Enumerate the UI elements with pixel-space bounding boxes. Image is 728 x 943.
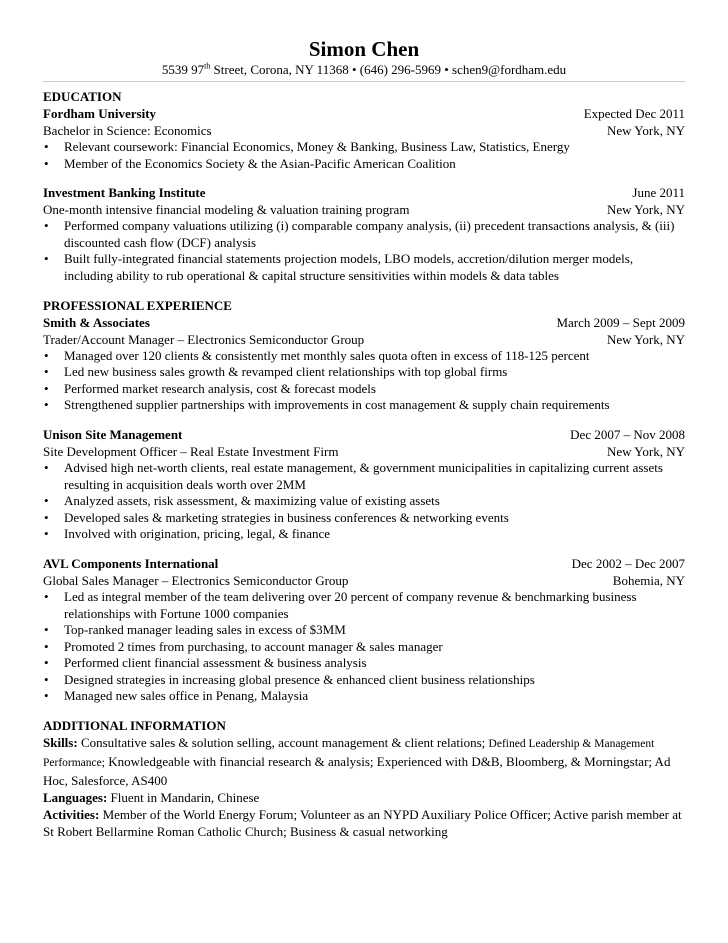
entry-role-row <box>43 331 685 348</box>
skills-paragraph <box>43 734 685 789</box>
bullet-item: • Developed sales & marketing strategies in business conferences & networking events <box>43 510 685 527</box>
entry-location: New York, NY <box>606 443 685 459</box>
bullet-item: • Performed company valuations utilizing (i) comparable company analysis, (ii) precedent transactions analysis, & (iii) discounted cash flow (DCF) analysis <box>43 218 685 251</box>
experience-entry-avl <box>43 555 685 705</box>
entry-date: June 2011 <box>632 185 685 201</box>
entry-header-row <box>43 426 685 443</box>
skills-text: Consultative sales & solution selling, account management & client relations; <box>77 735 489 751</box>
entry-organization: Unison Site Management <box>43 426 183 442</box>
education-heading: EDUCATION <box>43 89 122 104</box>
experience-entry-unison <box>43 426 685 543</box>
bullet-item: • Strengthened supplier partnerships with improvements in cost management & supply chain requirements <box>43 397 685 414</box>
entry-header-row <box>43 105 685 122</box>
contact-street-number: 5539 97 <box>161 62 205 77</box>
bullet-item: • Designed strategies in increasing global presence & enhanced client business relationships <box>43 672 685 689</box>
bullet-item: • Managed new sales office in Penang, Malaysia <box>43 688 685 705</box>
entry-location: Bohemia, NY <box>612 572 685 588</box>
experience-entry-smith <box>43 314 685 414</box>
entry-role-row <box>43 201 685 218</box>
contact-street-suffix: th <box>204 61 211 71</box>
entry-location: New York, NY <box>606 331 685 347</box>
entry-bullets <box>43 589 685 705</box>
entry-organization: AVL Components International <box>43 555 219 571</box>
bullet-item: • Led new business sales growth & revamped client relationships with top global firms <box>43 364 685 381</box>
entry-role: One-month intensive financial modeling & valuation training program <box>43 202 410 218</box>
entry-organization: Investment Banking Institute <box>43 185 206 201</box>
bullet-item: • Promoted 2 times from purchasing, to account manager & sales manager <box>43 639 685 656</box>
entry-date: Expected Dec 2011 <box>583 106 685 121</box>
entry-role-row <box>43 122 685 139</box>
languages-paragraph <box>43 789 685 806</box>
entry-role-row <box>43 443 685 460</box>
entry-bullets <box>43 348 685 414</box>
skills-label: Skills: <box>43 735 78 751</box>
activities-paragraph <box>43 806 685 840</box>
education-entry-ibi <box>43 184 685 284</box>
bullet-item: • Analyzed assets, risk assessment, & maximizing value of existing assets <box>43 493 685 510</box>
additional-heading: ADDITIONAL INFORMATION <box>43 718 226 734</box>
entry-location: New York, NY <box>606 123 685 138</box>
skills-text-continued: Knowledgeable with financial research & analysis; Experienced with D&B, Bloomberg, & Morningstar; Ad Hoc, Salesforce, AS400 <box>43 754 671 789</box>
bullet-item: • Member of the Economics Society & the Asian-Pacific American Coalition <box>43 156 685 173</box>
experience-heading: PROFESSIONAL EXPERIENCE <box>43 297 232 313</box>
bullet-item: • Led as integral member of the team delivering over 20 percent of company revenue & benchmarking business relationships with Fortune 1000 companies <box>43 589 685 622</box>
bullet-item: • Relevant coursework: Financial Economics, Money & Banking, Business Law, Statistics, Energy <box>43 139 685 156</box>
languages-label: Languages: <box>43 790 108 806</box>
entry-role: Bachelor in Science: Economics <box>43 123 212 138</box>
entry-organization: Smith & Associates <box>43 314 150 330</box>
resume-page <box>43 36 685 840</box>
entry-header-row <box>43 314 685 331</box>
bullet-item: • Managed over 120 clients & consistently met monthly sales quota often in excess of 118-125 percent <box>43 348 685 365</box>
entry-date: Dec 2002 – Dec 2007 <box>571 555 685 571</box>
entry-organization: Fordham University <box>43 106 157 121</box>
bullet-item: • Advised high net-worth clients, real estate management, & government municipalities in capitalizing current assets resulting in acquisition deals worth over 2MM <box>43 460 685 493</box>
entry-role: Trader/Account Manager – Electronics Semiconductor Group <box>43 331 365 347</box>
entry-header-row <box>43 184 685 201</box>
languages-text: Fluent in Mandarin, Chinese <box>107 790 260 806</box>
activities-text: Member of the World Energy Forum; Volunteer as an NYPD Auxiliary Police Officer; Active parish member at St Robert Bellarmine Roman Catholic Church; Business & casual networking <box>43 807 682 840</box>
resume-name: Simon Chen <box>308 37 420 61</box>
entry-header-row <box>43 555 685 572</box>
header-divider <box>43 81 685 82</box>
bullet-item: • Built fully-integrated financial statements projection models, LBO models, accretion/dilution merger models, including ability to rub operational & capital structure sensitivities within models & data tables <box>43 251 685 284</box>
contact-details: Street, Corona, NY 11368 • (646) 296-5969 • schen9@fordham.edu <box>210 62 567 77</box>
education-entry-fordham <box>43 105 685 172</box>
bullet-item: • Involved with origination, pricing, legal, & finance <box>43 526 685 543</box>
entry-role: Global Sales Manager – Electronics Semiconductor Group <box>43 572 349 588</box>
bullet-item: • Performed client financial assessment & business analysis <box>43 655 685 672</box>
entry-role: Site Development Officer – Real Estate Investment Firm <box>43 443 339 459</box>
activities-label: Activities: <box>43 807 100 823</box>
entry-bullets <box>43 460 685 543</box>
bullet-item: • Top-ranked manager leading sales in excess of $3MM <box>43 622 685 639</box>
contact-line <box>43 62 685 78</box>
skills-text-small: Defined Leadership & Management Performance; <box>43 738 655 770</box>
entry-role-row <box>43 572 685 589</box>
entry-bullets <box>43 218 685 284</box>
entry-date: Dec 2007 – Nov 2008 <box>570 426 685 442</box>
entry-bullets <box>43 139 685 172</box>
entry-date: March 2009 – Sept 2009 <box>556 314 685 330</box>
entry-location: New York, NY <box>606 202 685 218</box>
bullet-item: • Performed market research analysis, cost & forecast models <box>43 381 685 398</box>
